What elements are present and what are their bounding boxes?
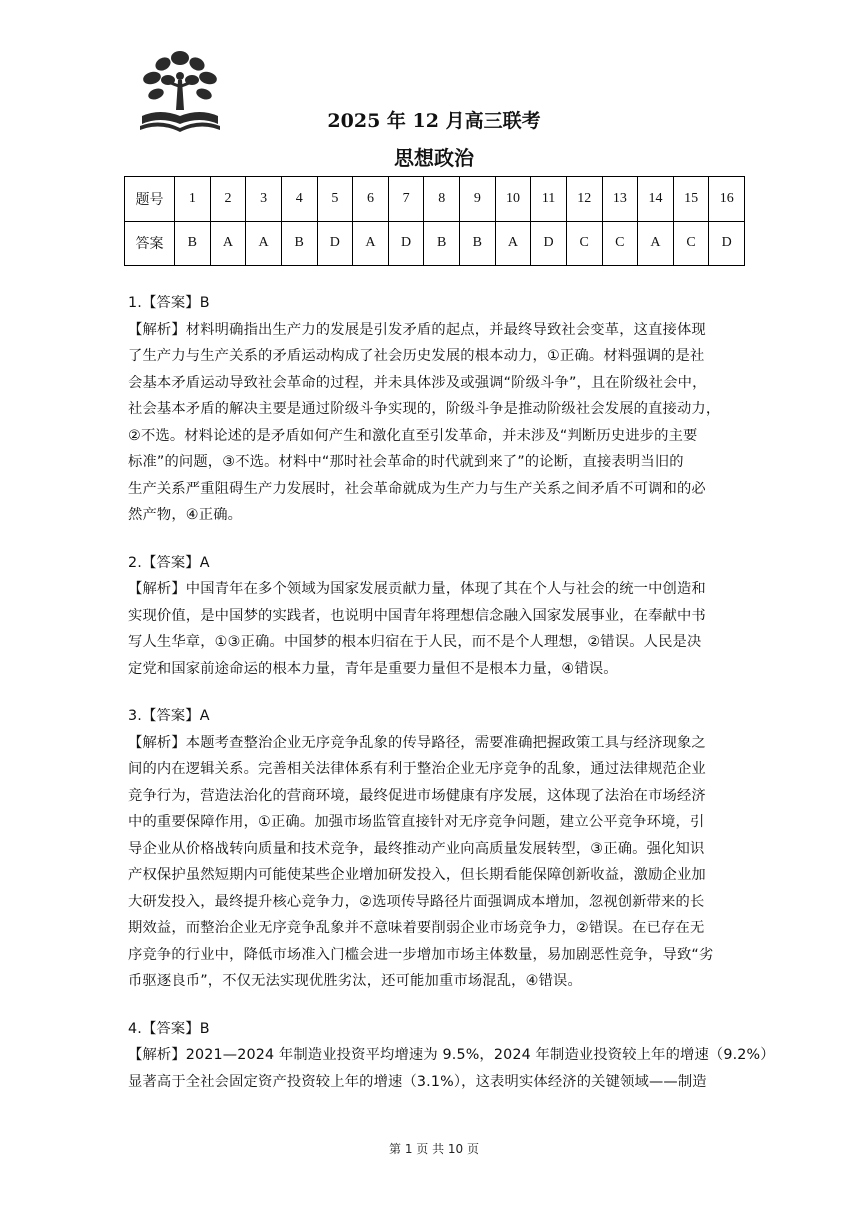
answer-cell: C [566,221,602,266]
explanation-line: 定党和国家前途命运的根本力量，青年是重要力量但不是根本力量，④错误。 [128,660,618,677]
explanation-line: 期效益，而整治企业无序竞争乱象并不意味着要削弱企业市场竞争力，②错误。在已存在无 [128,920,705,936]
answer-cell: B [175,221,211,266]
number-row [125,177,745,222]
answer-cell: A [638,221,674,266]
answer-table [124,176,745,266]
answer-heading: 4.【答案】B [128,1020,210,1037]
question-number-cell: 1 [175,177,211,222]
answer-explanations [128,290,775,1116]
explanation-line: 【解析】中国青年在多个领域为国家发展贡献力量，体现了其在个人与社会的统一中创造和 [128,581,706,597]
question-number-cell: 16 [709,177,745,222]
answer-cell: A [495,221,531,266]
question-number-cell: 9 [460,177,496,222]
row-label-number: 题号 [125,177,175,222]
explanation-line: 【解析】材料明确指出生产力的发展是引发矛盾的起点，并最终导致社会变革，这直接体现 [128,321,706,338]
answer-cell: B [424,221,460,266]
question-number-cell: 15 [673,177,709,222]
explanation-line: 间的内在逻辑关系。完善相关法律体系有利于整治企业无序竞争的乱象，通过法律规范企业 [128,761,706,777]
answer-cell: A [246,221,282,266]
explanation-line: 了生产力与生产关系的矛盾运动构成了社会历史发展的根本动力，①正确。材料强调的是社 [128,348,705,364]
question-number-cell: 12 [566,177,602,222]
question-block [128,703,742,995]
explanation-line: 会基本矛盾运动导致社会革命的过程，并未具体涉及或强调“阶级斗争”，且在阶级社会中， [128,374,707,391]
explanation-line: 【解析】2021—2024 年制造业投资平均增速为 9.5%，2024 年制造业投资较上年的增速（9.2%） [128,1047,775,1063]
question-block [128,550,742,683]
answer-cell: D [709,221,745,266]
explanation-line: 生产关系严重阻碍生产力发展时，社会革命就成为生产力与生产关系之间矛盾不可调和的必 [128,480,706,497]
question-number-cell: 13 [602,177,638,222]
explanation-line: 实现价值，是中国梦的实践者，也说明中国青年将理想信念融入国家发展事业，在奉献中书 [128,607,706,624]
question-number-cell: 14 [638,177,674,222]
exam-title: 2025 年 12 月高三联考 [327,110,541,132]
question-block [128,290,742,529]
question-number-cell: 2 [210,177,246,222]
answer-heading: 1.【答案】B [128,295,210,311]
question-number-cell: 6 [353,177,389,222]
answer-cell: D [388,221,424,266]
page-footer: 第 1 页 共 10 页 [389,1142,479,1156]
answer-cell: B [281,221,317,266]
answer-cell: C [602,221,638,266]
explanation-line: 币驱逐良币”，不仅无法实现优胜劣汰，还可能加重市场混乱，④错误。 [128,973,582,989]
explanation-line: 导企业从价格战转向质量和技术竞争，最终推动产业向高质量发展转型，③正确。强化知识 [128,840,705,857]
answer-cell: A [353,221,389,266]
explanation-line: 社会基本矛盾的解决主要是通过阶级斗争实现的，阶级斗争是推动阶级社会发展的直接动力， [128,401,721,417]
explanation-line: 然产物，④正确。 [128,507,243,523]
row-label-answer: 答案 [125,221,175,266]
explanation-line: 产权保护虽然短期内可能使某些企业增加研发投入，但长期看能保障创新收益，激励企业加 [128,867,706,883]
explanation-line: 竞争行为，营造法治化的营商环境，最终促进市场健康有序发展，这体现了法治在市场经济 [128,787,706,804]
answer-heading: 2.【答案】A [128,554,210,571]
answer-cell: A [210,221,246,266]
question-number-cell: 10 [495,177,531,222]
subject-title: 思想政治 [394,146,474,170]
answer-heading: 3.【答案】A [128,708,210,724]
explanation-line: 写人生华章，①③正确。中国梦的根本归宿在于人民，而不是个人理想，②错误。人民是决 [128,634,702,650]
question-number-cell: 5 [317,177,353,222]
explanation-line: ②不选。材料论述的是矛盾如何产生和激化直至引发革命，并未涉及“判断历史进步的主要 [128,427,698,444]
question-block [128,1016,775,1096]
answer-cell: D [317,221,353,266]
question-number-cell: 11 [531,177,567,222]
question-number-cell: 8 [424,177,460,222]
answer-cell: C [673,221,709,266]
explanation-line: 【解析】本题考查整治企业无序竞争乱象的传导路径，需要准确把握政策工具与经济现象之 [128,734,706,751]
explanation-line: 标准”的问题，③不选。材料中“那时社会革命的时代就到来了”的论断，直接表明当旧的 [128,454,684,470]
question-number-cell: 3 [246,177,282,222]
explanation-line: 显著高于全社会固定资产投资较上年的增速（3.1%），这表明实体经济的关键领域——制造 [128,1073,707,1090]
question-number-cell: 7 [388,177,424,222]
explanation-line: 大研发投入，最终提升核心竞争力，②选项传导路径片面强调成本增加，忽视创新带来的长 [128,893,705,910]
answer-row [125,221,745,266]
explanation-line: 中的重要保障作用，①正确。加强市场监管直接针对无序竞争问题，建立公平竞争环境，引 [128,814,705,830]
answer-cell: D [531,221,567,266]
question-number-cell: 4 [281,177,317,222]
explanation-line: 序竞争的行业中，降低市场准入门槛会进一步增加市场主体数量，易加剧恶性竞争，导致“劣 [128,946,714,963]
answer-cell: B [460,221,496,266]
